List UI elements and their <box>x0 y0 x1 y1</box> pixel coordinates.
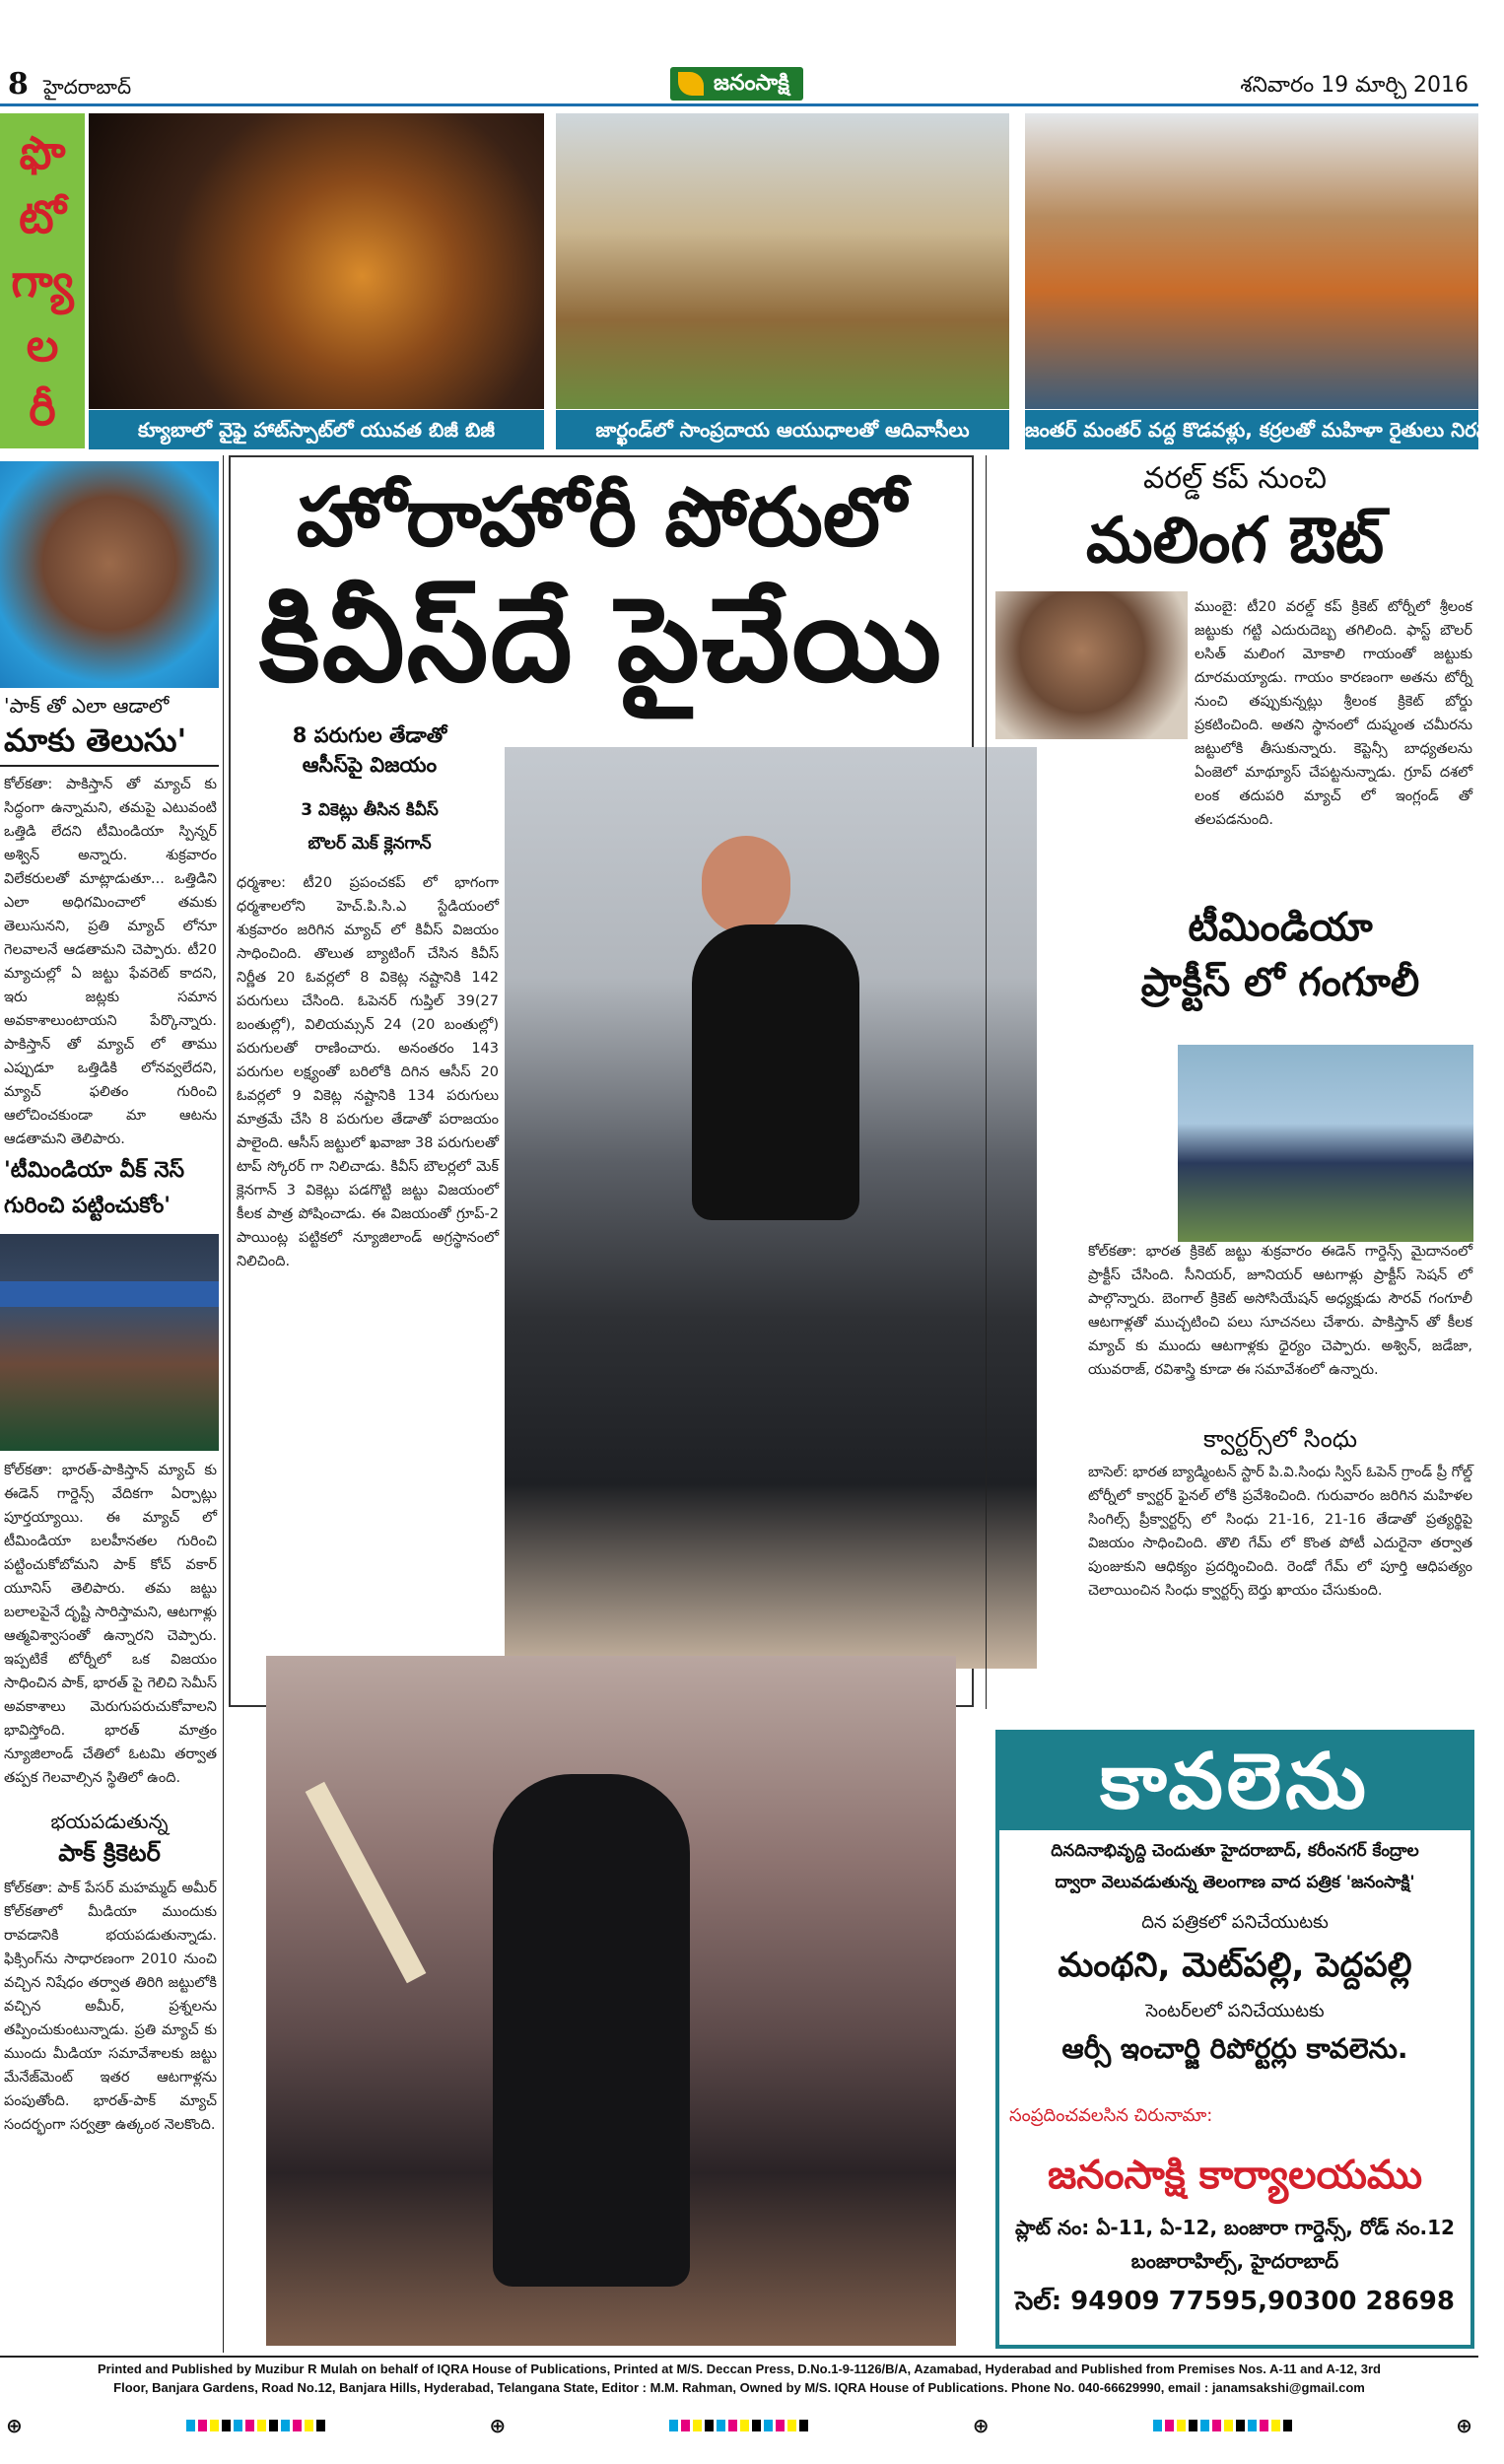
ad-title: కావలెను <box>999 1734 1470 1830</box>
ad-places: మంథని, మెట్‌పల్లి, పెద్దపల్లి <box>1058 1946 1412 1985</box>
footer-rule <box>0 2356 1478 2358</box>
story-body: కోల్‌కతా: భారత క్రికెట్ జట్టు శుక్రవారం ఈడెన్ గార్డెన్స్ మైదానంలో ప్రాక్టీస్ చేసింది. సీనియర్, జూనియర్ ఆటగాళ్లు ప్రాక్టీస్ సెషన్ లో పాల్గొన్నారు. బెంగాల్ క్రికెట్ అసోసియేషన్ అధ్యక్షుడు సౌరవ్ గంగూలీ ఆటగాళ్లతో ముచ్చటించి పలు సూచనలు చేశారు. పాకిస్తాన్ తో కీలక మ్యాచ్ కు ముందు ఆటగాళ్లకు ధైర్యం చెప్పారు. అశ్విన్, జడేజా, యువరాజ్, రవిశాస్త్రి కూడా ఈ సమావేశంలో ఉన్నారు. <box>1088 1244 1472 1378</box>
column-rule <box>223 455 224 2353</box>
leaf-icon <box>678 72 704 96</box>
ad-text: సెంటర్‌లలో పనిచేయుటకు <box>1145 2001 1325 2021</box>
story-headline: క్వార్టర్స్‌లో సింధు <box>1202 1425 1358 1453</box>
ad-office-name: జనంసాక్షి కార్యాలయము <box>1047 2153 1423 2198</box>
team-india-practice-photo <box>1178 1045 1473 1242</box>
main-headline-line1: హోరాహోరీ పోరులో <box>296 471 907 565</box>
gallery-letter: గ్యా <box>11 253 74 308</box>
story-headline: 'టీమిండియా వీక్ నెస్ గురించి పట్టించుకోం' <box>4 1158 185 1218</box>
deck-line: ఆసీస్‌పై విజయం <box>302 753 438 777</box>
story-kicker: వరల్డ్ కప్ నుంచి <box>1142 461 1328 496</box>
guptill-batting-photo <box>266 1656 956 2346</box>
story-body: కోల్‌కతా: పాకిస్తాన్ తో మ్యాచ్ కు సిద్ధంగా ఉన్నామని, తమపై ఎటువంటి ఒత్తిడి లేదని టీమిండియా స్పిన్నర్ అశ్విన్ అన్నారు. శుక్రవారం విలేకరులతో మాట్లాడుతూ... ఒత్తిడిని ఎలా అధిగమించాలో తమకు తెలుసునని, ప్రతి మ్యాచ్ లోనూ గెలవాలనే ఆడతామని చెప్పారు. టీ20 మ్యాచుల్లో ఏ జట్టు ఫేవరెట్ కాదని, ఇరు జట్లకు సమాన అవకాశాలుంటాయని పేర్కొన్నారు. పాకిస్తాన్ తో మ్యాచ్ లో తాము ఎప్పుడూ ఒత్తిడికి లోనవ్వలేదని, మ్యాచ్ ఫలితం గురించి ఆలోచించకుండా మా ఆటను ఆడతామని తెలిపారు. <box>4 777 217 1147</box>
ad-phone: సెల్: 94909 77595,90300 28698 <box>1015 2287 1455 2316</box>
divider <box>0 765 219 767</box>
color-swatch-strip <box>186 2420 325 2431</box>
imprint-text: Printed and Published by Muzibur R Mulah on behalf of IQRA House of Publications, Printed at M/S. Deccan Press, D.No.1-9-1126/B/A, Azamabad, Hyderabad and Published from Premises Nos. A-11 and A-12, 3rd <box>98 2361 1381 2376</box>
story-body-continued <box>1088 745 1472 893</box>
cuba-wifi-photo <box>89 113 544 409</box>
story-body: ముంబై: టీ20 వరల్డ్ కప్ క్రికెట్ టోర్నీలో శ్రీలంక జట్టుకు గట్టి ఎదురుదెబ్బ తగిలింది. ఫాస్ట్ బౌలర్ లసిత్ మలింగ మోకాలి గాయంతో జట్టుకు దూరమయ్యాడు. గాయం కారణంగా అతను టోర్నీ నుంచి తప్పుకున్నట్లు శ్రీలంక క్రికెట్ బోర్డు ప్రకటించింది. అతని స్థానంలో దుష్మంత చమీరను జట్టులోకి తీసుకున్నారు. కెప్టెన్సీ బాధ్యతలను ఏంజెలో మాథ్యూస్ చేపట్టనున్నాడు. గ్రూప్ దశలో లంక తదుపరి మ్యాచ్ లో ఇంగ్లండ్ తో తలపడనుంది. <box>1195 599 1472 828</box>
crosshair-icon: ⊕ <box>489 2414 507 2437</box>
masthead <box>0 63 1478 106</box>
story-headline: మలింగ ఔట్ <box>1085 505 1385 578</box>
photo-caption: క్యూబాలో వైఫై హాట్‌స్పాట్‌లో యువత బిజీ బిజీ <box>89 410 544 449</box>
main-story-body: ధర్మశాల: టీ20 ప్రపంచకప్ లో భాగంగా ధర్మశాలలోని హెచ్.పి.సి.ఎ స్టేడియంలో శుక్రవారం జరిగిన మ్యాచ్ లో కివీస్ విజయం సాధించింది. తొలుత బ్యాటింగ్ చేసిన కివీస్ నిర్ణీత 20 ఓవర్లలో 8 వికెట్ల నష్టానికి 142 పరుగులు చేసింది. ఓపెనర్ గుప్తిల్ 39(27 బంతుల్లో), విలియమ్సన్ 24 (20 బంతుల్లో) పరుగులతో రాణించారు. అనంతరం 143 పరుగుల లక్ష్యంతో బరిలోకి దిగిన ఆసీస్ 20 ఓవర్లలో 9 వికెట్ల నష్టానికి 134 పరుగులు మాత్రమే చేసి 8 పరుగుల తేడాతో పరాజయం పాలైంది. ఆసీస్ జట్టులో ఖవాజా 38 పరుగులతో టాప్ స్కోరర్ గా నిలిచాడు. కివీస్ బౌలర్లలో మెక్ క్లెనగాన్ 3 వికెట్లు పడగొట్టి జట్టు విజయంలో కీలక పాత్ర పోషించాడు. ఈ విజయంతో గ్రూప్-2 పాయింట్ల పట్టికలో న్యూజిలాండ్ అగ్రస్థానంలో నిలిచింది. <box>237 875 499 1269</box>
main-headline-line2: కివీస్‌దే పైచేయి <box>258 572 944 708</box>
sponsor-board <box>0 1281 219 1307</box>
gallery-letter: ల <box>26 317 59 372</box>
paper-logo <box>670 67 803 101</box>
ad-text: దినదినాభివృద్ది చెందుతూ హైదరాబాద్, కరీంనగర్ కేంద్రాల <box>1051 1841 1419 1861</box>
city-label: హైదరాబాద్ <box>43 75 132 99</box>
issue-date: శనివారం 19 మార్చి 2016 <box>1240 73 1469 98</box>
photo-caption: జార్ఖండ్‌లో సాంప్రదాయ ఆయుధాలతో ఆదివాసీలు <box>556 410 1009 449</box>
story-headline: పాక్ క్రికెటర్ <box>58 1839 161 1867</box>
story-headline: టీమిండియా <box>1188 905 1373 950</box>
ad-address: ప్లాట్ నం: ఏ-11, ఏ-12, బంజారా గార్డెన్స్, రోడ్ నం.12 <box>1015 2216 1455 2239</box>
photo-gallery-label <box>0 113 85 448</box>
player-body <box>493 1774 690 2287</box>
story-body: కోల్‌కతా: పాక్ పేసర్ మహమ్మద్ అమీర్ కోల్‌కతాలో మీడియా ముందుకు రావడానికి భయపడుతున్నాడు. ఫిక్సింగ్‌ను సాధారణంగా 2010 నుంచి వచ్చిన నిషేధం తర్వాత తిరిగి జట్టులోకి వచ్చిన అమీర్, ప్రశ్నలను తప్పించుకుంటున్నాడు. ప్రతి మ్యాచ్ కు ముందు మీడియా సమావేశాలకు జట్టు మేనేజ్‌మెంట్ ఇతర ఆటగాళ్లను పంపుతోంది. భారత్-పాక్ మ్యాచ్ సందర్భంగా సర్వత్రా ఉత్కంఠ నెలకొంది. <box>4 1881 217 2133</box>
paper-name: జనంసాక్షి <box>714 71 789 96</box>
player-shirt <box>692 924 859 1220</box>
story-kicker: భయపడుతున్న <box>50 1810 169 1833</box>
registration-marks <box>0 2415 1478 2436</box>
crosshair-icon: ⊕ <box>1456 2414 1472 2437</box>
ad-text: దిన పత్రికలో పనిచేయుటకు <box>1141 1912 1329 1933</box>
story-headline: మాకు తెలుసు' <box>4 721 187 759</box>
cricket-bat <box>306 1782 427 1984</box>
column-rule <box>986 455 987 1709</box>
malinga-photo <box>995 591 1188 739</box>
gallery-letter: రీ <box>29 381 56 436</box>
page-number: 8 <box>8 67 29 102</box>
story-kicker: 'పాక్ తో ఎలా ఆడాలో <box>4 694 170 718</box>
photo-caption: జంతర్ మంతర్ వద్ద కొడవళ్లు, కర్రలతో మహిళా రైతులు నిరసన <box>1025 410 1478 449</box>
color-swatch-strip <box>1153 2420 1292 2431</box>
women-farmers-protest-photo <box>1025 113 1478 409</box>
story-body: బాసెల్: భారత బ్యాడ్మింటన్ స్టార్ పి.వి.సింధు స్విస్ ఓపెన్ గ్రాండ్ ప్రీ గోల్డ్ టోర్నీలో క్వార్టర్ ఫైనల్ లోకి ప్రవేశించింది. గురువారం జరిగిన మహిళల సింగిల్స్ ప్రీక్వార్టర్స్ లో సింధు 21-16, 21-16 తేడాతో ప్రత్యర్థిపై విజయం సాధించింది. తొలి గేమ్ లో కొంత పోటీ ఎదురైనా తర్వాత పుంజుకుని ఆధిక్యం ప్రదర్శించింది. రెండో గేమ్ లో పూర్తి ఆధిపత్యం చెలాయించిన సింధు క్వార్టర్స్ బెర్తు ఖాయం చేసుకుంది. <box>1088 1465 1472 1599</box>
gallery-letter: ఫొ <box>19 126 66 180</box>
ad-wanted: ఆర్సీ ఇంచార్జి రిపోర్టర్లు కావలెను. <box>1061 2032 1408 2065</box>
jharkhand-tribals-photo <box>556 113 1009 409</box>
deck-line: 3 వికెట్లు తీసిన కివీస్ <box>301 800 439 820</box>
imprint-line <box>4 2360 1474 2397</box>
ashwin-photo <box>0 461 219 688</box>
ad-text: ద్వారా వెలువడుతున్న తెలంగాణ వాద పత్రిక 'జనంసాక్షి' <box>1055 1873 1415 1892</box>
story-body: కోల్‌కతా: భారత్-పాకిస్తాన్ మ్యాచ్ కు ఈడెన్ గార్డెన్స్ వేదికగా ఏర్పాట్లు పూర్తయ్యాయి. ఈ మ్యాచ్ లో టీమిండియా బలహీనతల గురించి పట్టించుకోబోమని పాక్ కోచ్ వకార్ యూనిస్ తెలిపారు. తమ జట్టు బలాలపైనే దృష్టి సారిస్తామని, ఆటగాళ్లు ఆత్మవిశ్వాసంతో ఉన్నారని చెప్పారు. ఇప్పటికే టోర్నీలో ఒక విజయం సాధించిన పాక్, భారత్ పై గెలిచి సెమీస్ అవకాశాలు మెరుగుపరుచుకోవాలని భావిస్తోంది. భారత్ మాత్రం న్యూజిలాండ్ చేతిలో ఓటమి తర్వాత తప్పక గెలవాల్సిన స్థితిలో ఉంది. <box>4 1463 217 1786</box>
crosshair-icon: ⊕ <box>972 2414 990 2437</box>
ad-contact-label: సంప్రదించవలసిన చిరునామా: <box>1009 2105 1213 2126</box>
color-swatch-strip <box>669 2420 808 2431</box>
imprint-text: Floor, Banjara Gardens, Road No.12, Banjara Hills, Hyderabad, Telangana State, Editor : M.M. Rahman, Owned by M/S. IQRA House of Publications. Phone No. 040-66629990, email : janamsakshi@gmail.com <box>113 2380 1365 2395</box>
mcclenaghan-celebration-photo <box>505 747 1037 1669</box>
deck-line: బౌలర్ మెక్ క్లెనగాన్ <box>308 834 432 854</box>
story-headline: ప్రాక్టీస్ లో గంగూలీ <box>1140 960 1420 1005</box>
ad-address: బంజారాహిల్స్, హైదరాబాద్ <box>1130 2249 1339 2273</box>
gallery-letter: టో <box>19 190 66 244</box>
player-head <box>702 836 790 934</box>
waqar-younis-photo <box>0 1234 219 1451</box>
deck-line: 8 పరుగుల తేడాతో <box>292 723 447 747</box>
crosshair-icon: ⊕ <box>6 2414 23 2437</box>
